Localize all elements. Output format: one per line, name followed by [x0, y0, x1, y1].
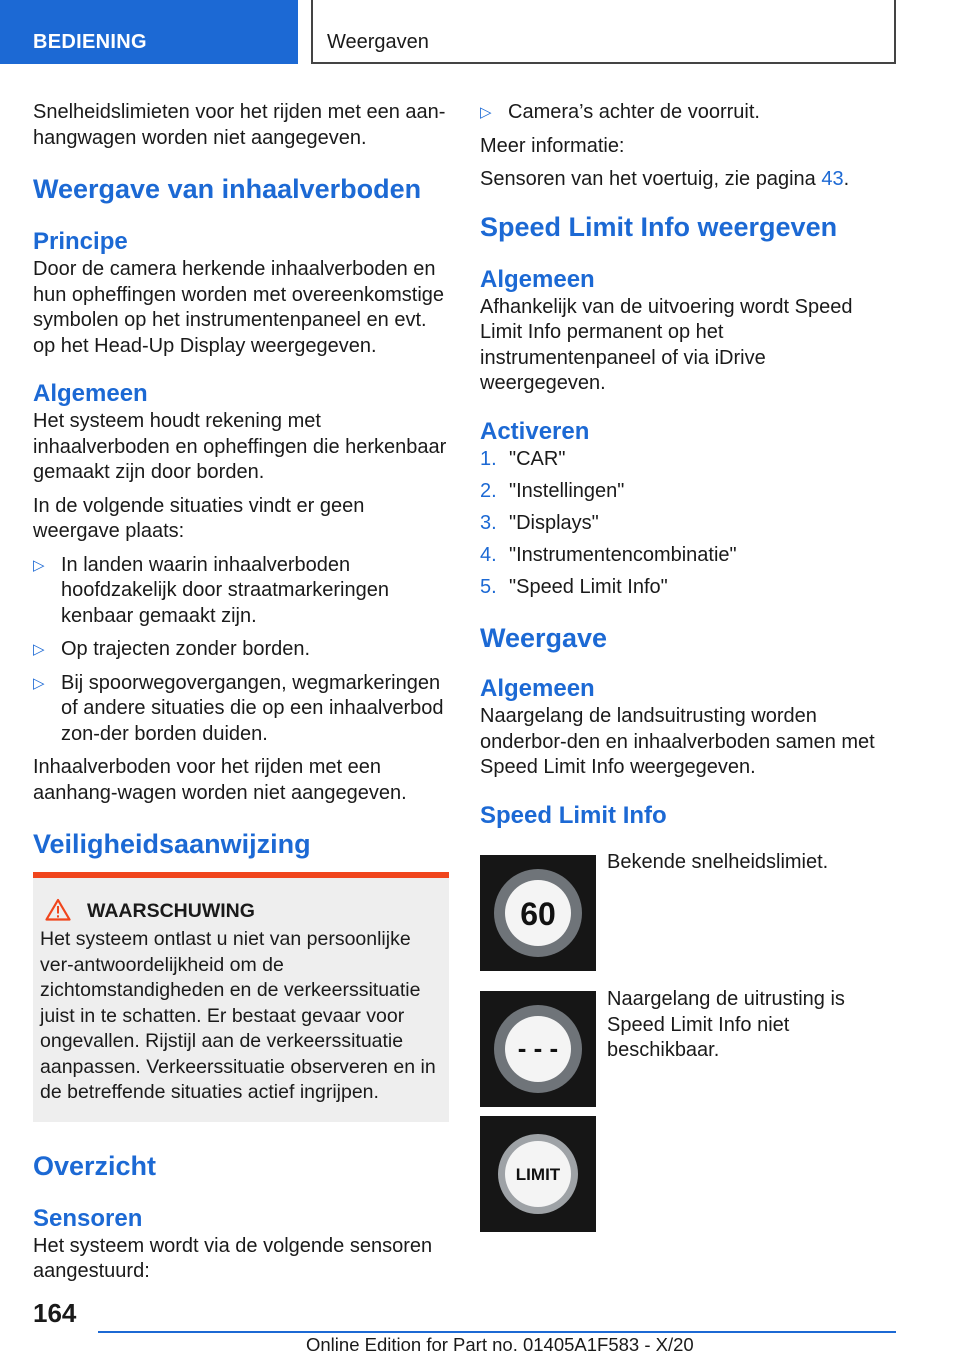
algemeen-right-paragraph: Afhankelijk van de uitvoering wordt Speed Limit Info permanent op het instrumentenpaneel of via iDrive weergegeven.: [480, 295, 853, 394]
list-item: 4. "Instrumentencombinatie": [480, 543, 737, 566]
list-item: 3. "Displays": [480, 511, 599, 534]
section-tab: [0, 0, 298, 64]
heading-speed-limit-info: Speed Limit Info weergeven: [480, 211, 838, 242]
sensoren-reference: Sensoren van het voertuig, zie pagina 43.: [480, 168, 850, 190]
speed-limit-60-image: [480, 855, 596, 971]
heading-weergave: Weergave: [480, 623, 608, 653]
warning-title: WAARSCHUWING: [40, 898, 441, 923]
algemeen-paragraph-1: Het systeem houdt rekening met inhaalverboden en opheffingen die herkenbaar gemaakt zijn door borden.: [33, 410, 447, 483]
list-item: ▷ Op trajecten zonder borden.: [33, 637, 449, 663]
footer-divider: [98, 1331, 896, 1333]
chapter-label: Weergaven: [327, 31, 429, 53]
intro-paragraph: Snelheidslimieten voor het rijden met een aan- hangwagen worden niet aangegeven.: [33, 101, 446, 149]
weergave-paragraph: Naargelang de landsuitrusting worden onderbor-den en inhaalverboden samen met Speed Limit Info weergegeven.: [480, 705, 875, 778]
warning-text: Het systeem ontlast u niet van persoonlijke ver-antwoordelijkheid om de zichtomstandigheden en de verkeerssituatie juist in te schatten. Er bestaat gevaar voor ongevallen. Rijstijl aan de verkeerssituatie aanpassen. Verkeerssituatie observeren en in de betreffende situaties actief ingrijpen.: [40, 928, 436, 1103]
footer-edition: Online Edition for Part no. 01405A1F583 - X/20: [306, 1334, 694, 1355]
right-column: [480, 100, 896, 831]
heading-inhaalverboden: Weergave van inhaalverboden: [33, 174, 422, 204]
section-label: BEDIENING: [33, 31, 147, 53]
page-number: 164: [33, 1298, 77, 1328]
warning-box: [33, 872, 449, 1122]
list-item: 5. "Speed Limit Info": [480, 575, 668, 598]
speed-sign-60-icon: [480, 855, 596, 971]
heading-algemeen-right: Algemeen: [480, 265, 595, 293]
heading-sli: Speed Limit Info: [480, 801, 667, 829]
triangle-right-icon: ▷: [33, 556, 45, 574]
heading-algemeen-weergave: Algemeen: [480, 675, 595, 702]
speed-limit-unavailable-image: [480, 991, 596, 1107]
principe-paragraph: Door de camera herkende inhaalverboden en hun opheffingen worden met overeenkomstige symbolen op het instrumentenpaneel en evt. op het Head-Up Display weergegeven.: [33, 258, 445, 357]
heading-overzicht: Overzicht: [33, 1150, 157, 1181]
list-item: ▷ In landen waarin inhaalverboden hoofdzakelijk door straatmarkeringen kenbaar gemaakt zijn.: [33, 553, 389, 627]
heading-algemeen: Algemeen: [33, 380, 148, 407]
speed-sign-limit-icon: [480, 1116, 596, 1232]
list-item: ▷ Camera’s achter de voorruit.: [480, 100, 896, 126]
warning-triangle-icon: [45, 898, 71, 921]
heading-activeren: Activeren: [480, 417, 590, 445]
heading-veiligheid: Veiligheidsaanwijzing: [33, 829, 311, 859]
svg-text:- - -: - - -: [517, 1033, 559, 1063]
svg-text:LIMIT: LIMIT: [515, 1165, 561, 1184]
triangle-right-icon: ▷: [480, 104, 492, 121]
page-link[interactable]: 43: [821, 168, 844, 190]
svg-text:60: 60: [520, 896, 556, 932]
speed-limit-limit-image: [480, 1116, 596, 1232]
left-column: [33, 100, 449, 1293]
sign1-caption: Bekende snelheidslimiet.: [607, 851, 829, 873]
aanhang-paragraph: Inhaalverboden voor het rijden met een aanhang-wagen worden niet aangegeven.: [33, 756, 407, 804]
list-item: 1. "CAR": [480, 447, 566, 470]
sign2-caption: Naargelang de uitrusting is Speed Limit Info niet beschikbaar.: [607, 988, 845, 1061]
heading-sensoren: Sensoren: [33, 1204, 143, 1232]
meer-informatie: Meer informatie:: [480, 134, 625, 157]
algemeen-paragraph-2: In de volgende situaties vindt er geen weergave plaats:: [33, 494, 365, 542]
speed-sign-unavailable-icon: [480, 991, 596, 1107]
list-item: ▷ Bij spoorwegovergangen, wegmarkeringen of andere situaties die op een inhaalverbod zon-der borden duiden.: [33, 671, 444, 745]
heading-principe: Principe: [33, 228, 128, 255]
sensoren-paragraph: Het systeem wordt via de volgende sensoren aangestuurd:: [33, 1234, 433, 1282]
chapter-header: [311, 0, 896, 64]
list-item: 2. "Instellingen": [480, 479, 625, 502]
triangle-right-icon: ▷: [33, 641, 45, 658]
triangle-right-icon: ▷: [33, 674, 45, 692]
